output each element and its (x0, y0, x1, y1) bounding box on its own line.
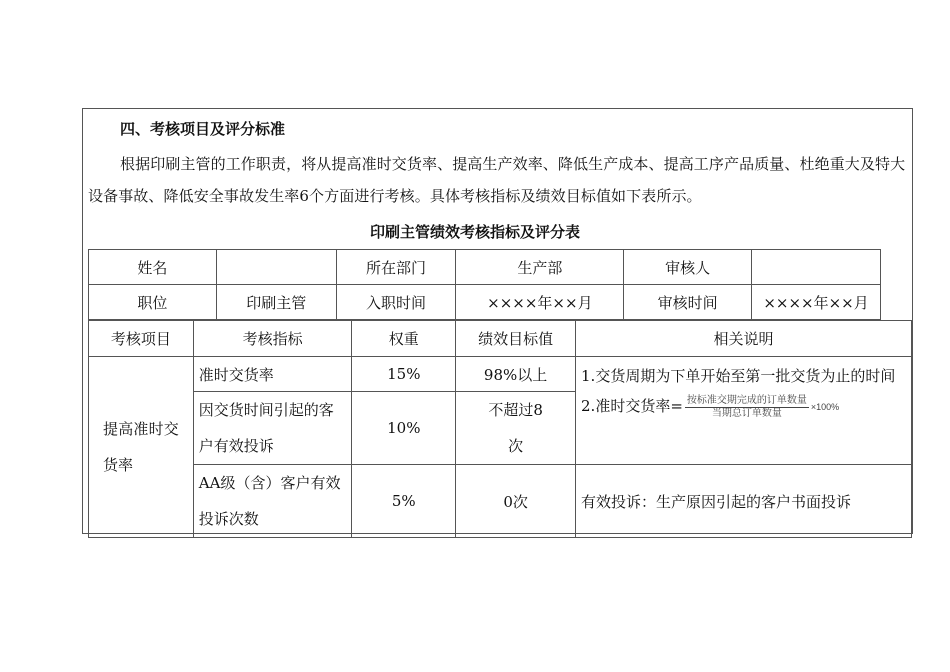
section-paragraph: 根据印刷主管的工作职责，将从提高准时交货率、提高生产效率、降低生产成本、提高工序产品质量、杜绝重大及特大设备事故、降低安全事故发生率6个方面进行考核。具体考核指标及绩效目标值如下表所示。 (88, 155, 906, 205)
item-cell: 提高准时交货率 (89, 357, 194, 538)
formula-denominator: 当期总订单数量 (711, 407, 782, 419)
table-title: 印刷主管绩效考核指标及评分表 (369, 223, 580, 241)
note-3: 有效投诉：生产原因引起的客户书面投诉 (576, 465, 912, 538)
label-hire-date: 入职时间 (336, 285, 456, 320)
label-review-date: 审核时间 (624, 285, 752, 320)
note-2 (581, 393, 906, 420)
weight-cell: 15% (352, 357, 456, 392)
formula-fraction (685, 395, 809, 420)
label-position: 职位 (89, 285, 217, 320)
indicator-cell: 因交货时间引起的客户有效投诉 (193, 392, 352, 465)
note-2-prefix: 2.准时交货率= (581, 397, 683, 415)
indicator-cell: 准时交货率 (193, 357, 352, 392)
target-cell: 不超过8次 (456, 392, 576, 465)
indicator-cell: AA级（含）客户有效投诉次数 (193, 465, 352, 538)
weight-cell: 5% (352, 465, 456, 538)
target-cell: 0次 (456, 465, 576, 538)
header-weight: 权重 (352, 321, 456, 357)
header-item: 考核项目 (89, 321, 194, 357)
label-reviewer: 审核人 (624, 250, 752, 285)
value-review-date: ××××年××月 (752, 285, 881, 320)
note-1: 1.交货周期为下单开始至第一批交货为止的时间 (581, 367, 896, 385)
label-name: 姓名 (89, 250, 217, 285)
value-hire-date: ××××年××月 (456, 285, 624, 320)
section-heading: 四、考核项目及评分标准 (120, 120, 286, 138)
weight-cell: 10% (352, 392, 456, 465)
header-target: 绩效目标值 (456, 321, 576, 357)
value-position: 印刷主管 (216, 285, 336, 320)
table-row (89, 357, 912, 392)
header-indicator: 考核指标 (193, 321, 352, 357)
formula-numerator: 按标准交期完成的订单数量 (686, 394, 807, 406)
value-department: 生产部 (456, 250, 624, 285)
formula-suffix: ×100% (810, 402, 840, 412)
header-notes: 相关说明 (576, 321, 912, 357)
target-cell: 98%以上 (456, 357, 576, 392)
value-reviewer[interactable] (752, 250, 881, 285)
formula (683, 394, 839, 420)
value-name[interactable] (216, 250, 336, 285)
table-row (89, 250, 881, 285)
info-table (88, 249, 881, 320)
table-header-row (89, 321, 912, 357)
table-row (89, 285, 881, 320)
label-department: 所在部门 (336, 250, 456, 285)
score-table (88, 320, 912, 538)
table-row (89, 465, 912, 538)
notes-cell (576, 357, 912, 465)
